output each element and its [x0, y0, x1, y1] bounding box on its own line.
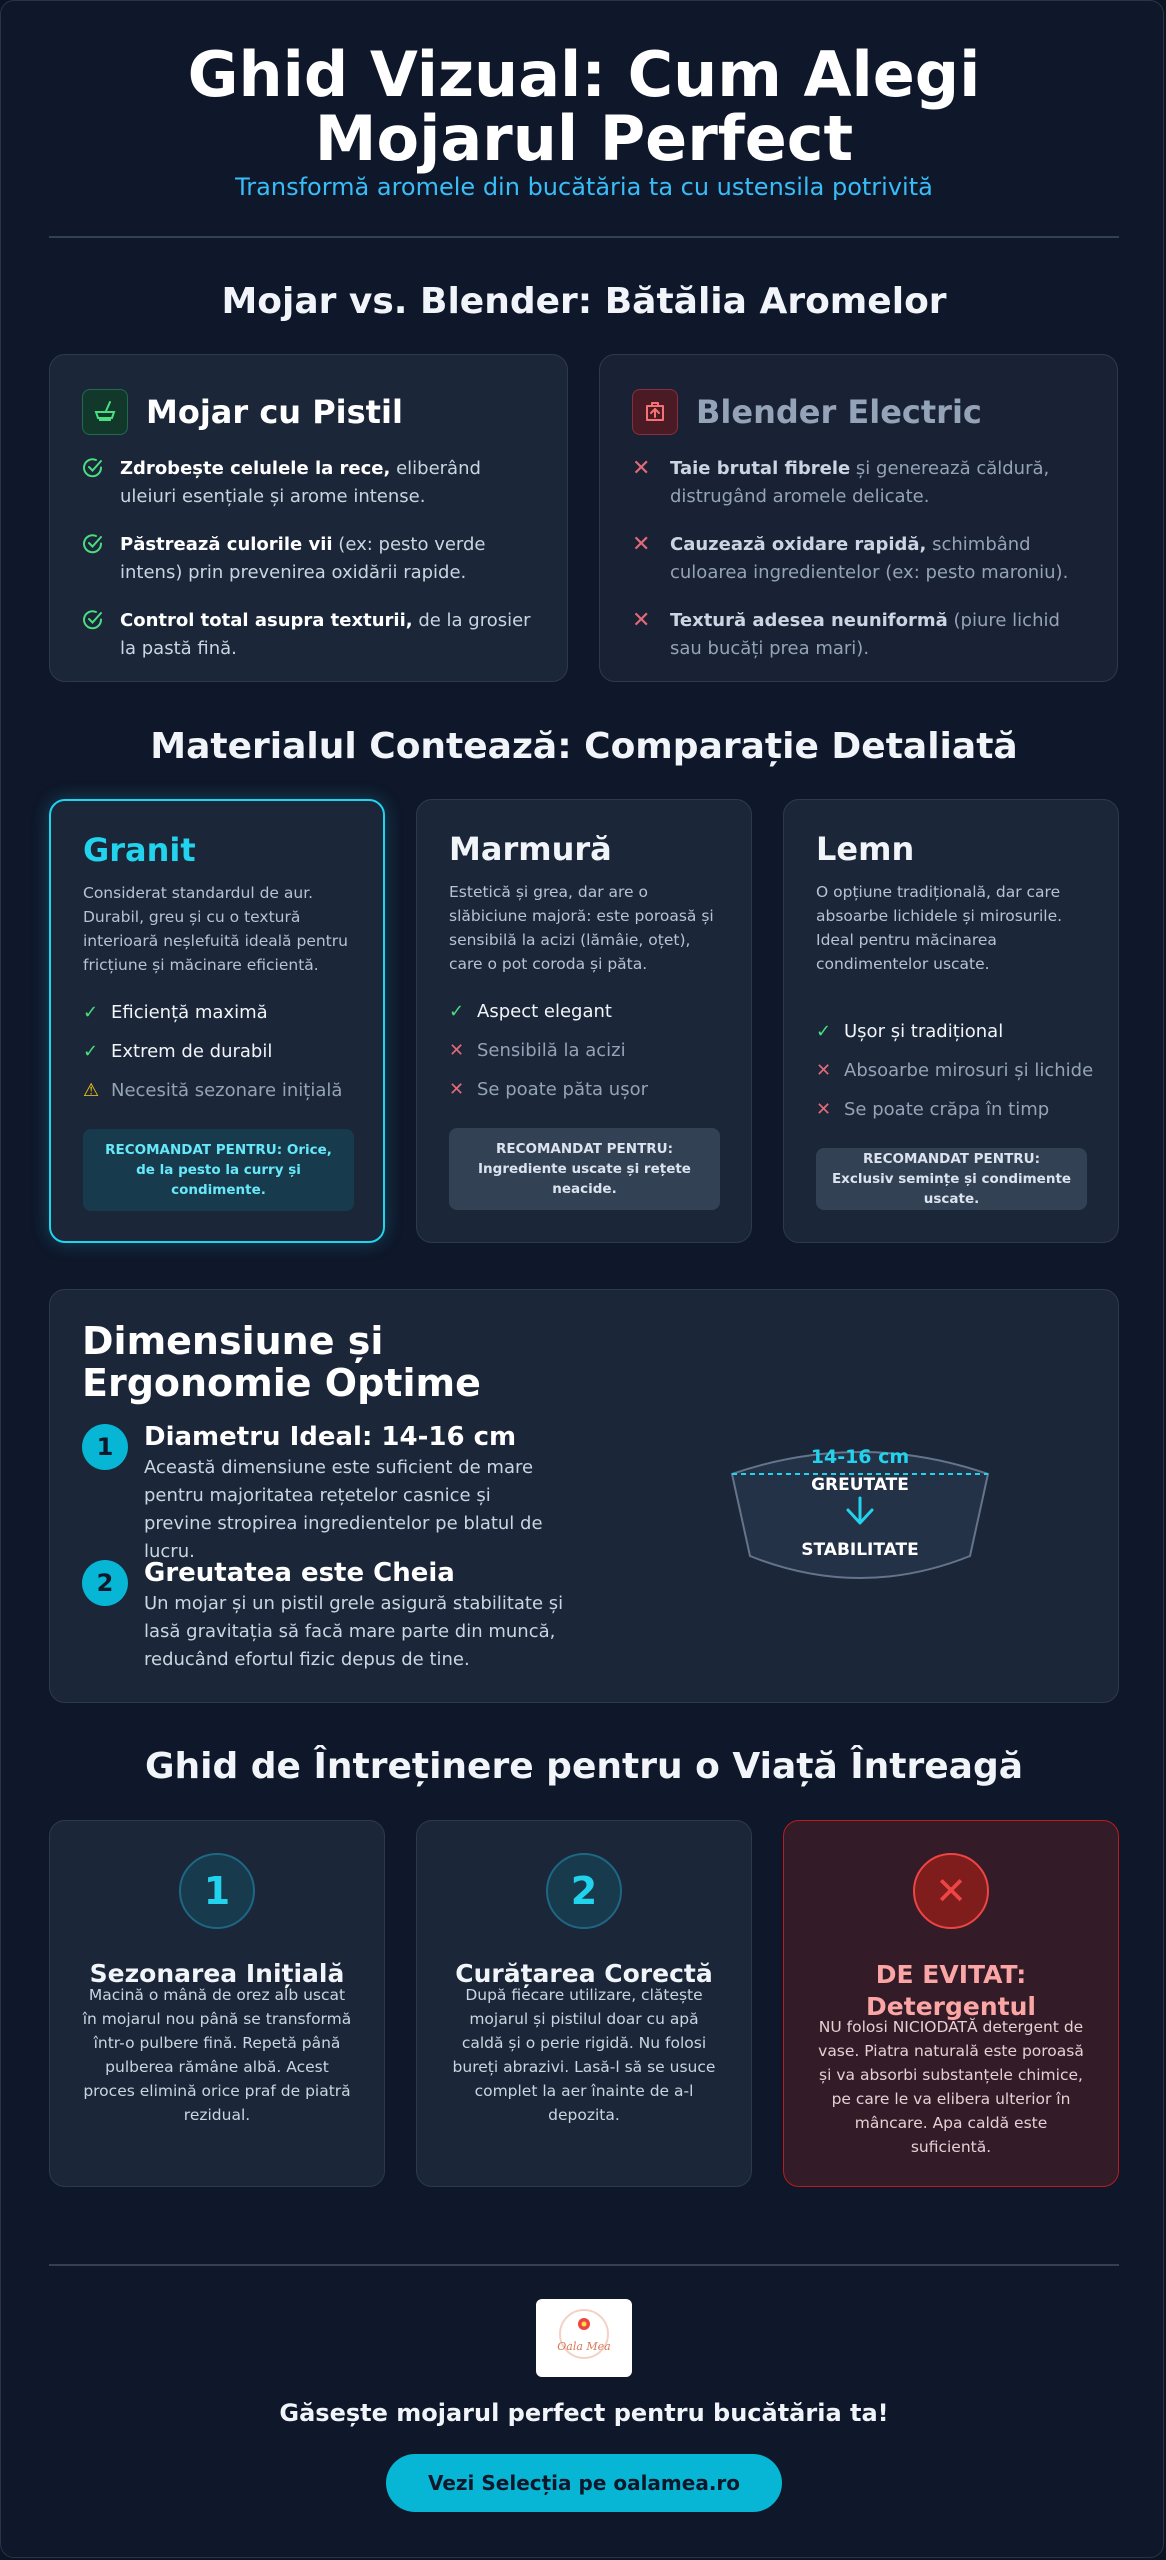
item-bold: Cauzează oxidare rapidă, [670, 534, 927, 555]
material-traits-list [449, 992, 729, 1109]
logo-mark [544, 2306, 624, 2370]
maintenance-text: Macină o mână de orez alb uscat în mojarul nou până se transformă într-o pulbere fină. Repetă până pulberea rămâne albă. Acest proces elimină orice praf de piatră rezidual. [82, 1986, 352, 2124]
cross-icon: ✕ [816, 1099, 832, 1120]
step-number-badge: 2 [82, 1560, 128, 1606]
maintenance-card-cleaning [416, 1820, 752, 2187]
trait-text: Absoarbe mirosuri și lichide [844, 1060, 1094, 1081]
item-text: (ex: pesto verde intens) prin prevenirea oxidării rapide. [120, 534, 486, 583]
warning-icon: ⚠ [83, 1080, 100, 1101]
mortar-card-title: Mojar cu Pistil [146, 393, 403, 431]
cross-icon: ✕ [632, 456, 651, 481]
step-number-badge: 1 [82, 1424, 128, 1470]
mortar-benefits-list [82, 455, 542, 683]
material-name: Marmură [449, 830, 612, 868]
list-item [83, 1071, 363, 1110]
section-title-dimension: Dimensiune și Ergonomie Optime [82, 1319, 481, 1405]
list-item [82, 607, 542, 663]
maintenance-text: După fiecare utilizare, clătește mojarul și pistilul doar cu apă caldă și o perie rigidă. Nu folosi bureți abrazivi. Lasă-l să se usuce complet la aer înainte de a-l depozita. [452, 1986, 716, 2124]
trait-text: Aspect elegant [477, 1001, 612, 1022]
page-title: Ghid Vizual: Cum Alegi Mojarul Perfect [187, 38, 981, 175]
section-title-materials: Materialul Contează: Comparație Detaliată [150, 726, 1018, 767]
item-bold: Control total asupra texturii, [120, 610, 413, 631]
material-card-marmura [416, 799, 752, 1243]
footer-tagline: Găsește mojarul perfect pentru bucătăria ta! [279, 2399, 889, 2427]
material-name: Granit [83, 831, 196, 869]
step-title: Diametru Ideal: 14-16 cm [144, 1422, 517, 1452]
cross-icon: ✕ [632, 532, 651, 557]
trait-text: Extrem de durabil [111, 1041, 273, 1062]
cross-icon: ✕ [449, 1040, 465, 1061]
trait-text: Se poate păta ușor [477, 1079, 649, 1100]
trait-text: Necesită sezonare inițială [111, 1080, 343, 1101]
check-circle-icon [82, 531, 106, 587]
item-text: eliberând uleiuri esențiale și arome intense. [120, 458, 481, 507]
item-text: și generează căldură, distrugând aromele delicate. [670, 458, 1050, 507]
cta-button[interactable]: Vezi Selecția pe oalamea.ro [386, 2454, 782, 2512]
list-item [449, 992, 729, 1031]
material-description: Estetică și grea, dar are o slăbiciune majoră: este poroasă și sensibilă la acizi (lămâie, oțet), care o pot coroda și păta. [449, 883, 714, 973]
material-traits-list [83, 993, 363, 1110]
check-icon: ✓ [449, 1001, 465, 1022]
list-item [632, 531, 1092, 587]
material-traits-list [816, 1012, 1096, 1129]
check-icon: ✓ [83, 1002, 99, 1023]
mortar-icon [82, 389, 128, 435]
mortar-diagram [720, 1430, 1000, 1610]
material-description: O opțiune tradițională, dar care absoarbe lichidele și mirosurile. Ideal pentru măcinarea condimentelor uscate. [816, 883, 1063, 973]
close-icon: ✕ [913, 1853, 989, 1929]
cross-icon: ✕ [449, 1079, 465, 1100]
mortar-card [49, 354, 568, 682]
maintenance-card-seasoning [49, 1820, 385, 2187]
divider [49, 2264, 1119, 2266]
recommendation-badge: RECOMANDAT PENTRU: Ingrediente uscate și rețete neacide. [449, 1128, 720, 1210]
check-circle-icon [82, 607, 106, 663]
dimension-section [49, 1289, 1119, 1703]
check-circle-icon [82, 455, 106, 511]
list-item [449, 1070, 729, 1109]
item-text: (piure lichid sau bucăți prea mari). [670, 610, 1060, 659]
maintenance-card-avoid [783, 1820, 1119, 2187]
list-item [83, 993, 363, 1032]
maintenance-text: NU folosi NICIODATĂ detergent de vase. Piatra naturală este poroasă și va absorbi substanțele chimice, pe care le va elibera ulterior în mâncare. Apa caldă este suficientă. [818, 2018, 1084, 2156]
blender-drawbacks-list [632, 455, 1092, 683]
maintenance-title: DE EVITAT: Detergentul [866, 1960, 1036, 2021]
material-description: Considerat standardul de aur. Durabil, greu și cu o textură interioară neșlefuită ideală pentru fricțiune și măcinare eficientă. [83, 884, 348, 974]
list-item [632, 607, 1092, 663]
item-text: de la grosier la pastă fină. [120, 610, 531, 659]
list-item [632, 455, 1092, 511]
item-bold: Zdrobește celulele la rece, [120, 458, 391, 479]
item-bold: Păstrează culorile vii [120, 534, 333, 555]
section-title-maintenance: Ghid de Întreținere pentru o Viață Întreagă [144, 1746, 1024, 1787]
material-card-granit [49, 799, 385, 1243]
list-item [82, 455, 542, 511]
list-item [82, 531, 542, 587]
check-icon: ✓ [816, 1021, 832, 1042]
trait-text: Eficiență maximă [111, 1002, 268, 1023]
trait-text: Se poate crăpa în timp [844, 1099, 1050, 1120]
weight-label: GREUTATE [811, 1475, 909, 1495]
item-bold: Taie brutal fibrele [670, 458, 851, 479]
diameter-label: 14-16 cm [810, 1446, 910, 1468]
blender-card-title: Blender Electric [696, 393, 982, 431]
trait-text: Sensibilă la acizi [477, 1040, 626, 1061]
list-item [816, 1090, 1096, 1129]
item-text: schimbând culoarea ingredientelor (ex: pesto maroniu). [670, 534, 1069, 583]
cross-icon: ✕ [816, 1060, 832, 1081]
blender-icon [632, 389, 678, 435]
stability-label: STABILITATE [801, 1540, 919, 1560]
step-title: Greutatea este Cheia [144, 1558, 455, 1588]
list-item [816, 1051, 1096, 1090]
maintenance-title: Curățarea Corectă [455, 1959, 713, 1988]
cross-icon: ✕ [632, 608, 651, 633]
divider [49, 236, 1119, 238]
list-item [83, 1032, 363, 1071]
maintenance-title: Sezonarea Inițială [89, 1959, 345, 1988]
check-icon: ✓ [83, 1041, 99, 1062]
list-item [449, 1031, 729, 1070]
trait-text: Ușor și tradițional [844, 1021, 1004, 1042]
step-number-badge: 1 [179, 1853, 255, 1929]
recommendation-badge: RECOMANDAT PENTRU: Orice, de la pesto la curry și condimente. [83, 1129, 354, 1211]
recommendation-badge: RECOMANDAT PENTRU: Exclusiv semințe și condimente uscate. [816, 1148, 1087, 1210]
step-number-badge: 2 [546, 1853, 622, 1929]
item-bold: Textură adesea neuniformă [670, 610, 948, 631]
material-name: Lemn [816, 830, 915, 868]
brand-logo [536, 2299, 632, 2377]
list-item [816, 1012, 1096, 1051]
step-text: Un mojar și un pistil grele asigură stabilitate și lasă gravitația să facă mare parte din muncă, reducând efortul fizic depus de tine. [144, 1593, 564, 1670]
step-text: Această dimensiune este suficient de mare pentru majoritatea rețetelor casnice și previne stropirea ingredientelor pe blatul de lucru. [144, 1457, 543, 1562]
blender-card [599, 354, 1118, 682]
page-subtitle: Transformă aromele din bucătăria ta cu ustensila potrivită [235, 173, 933, 201]
section-title-comparison: Mojar vs. Blender: Bătălia Aromelor [221, 281, 947, 322]
logo-text: Oala Mea [557, 2340, 611, 2353]
material-card-lemn [783, 799, 1119, 1243]
